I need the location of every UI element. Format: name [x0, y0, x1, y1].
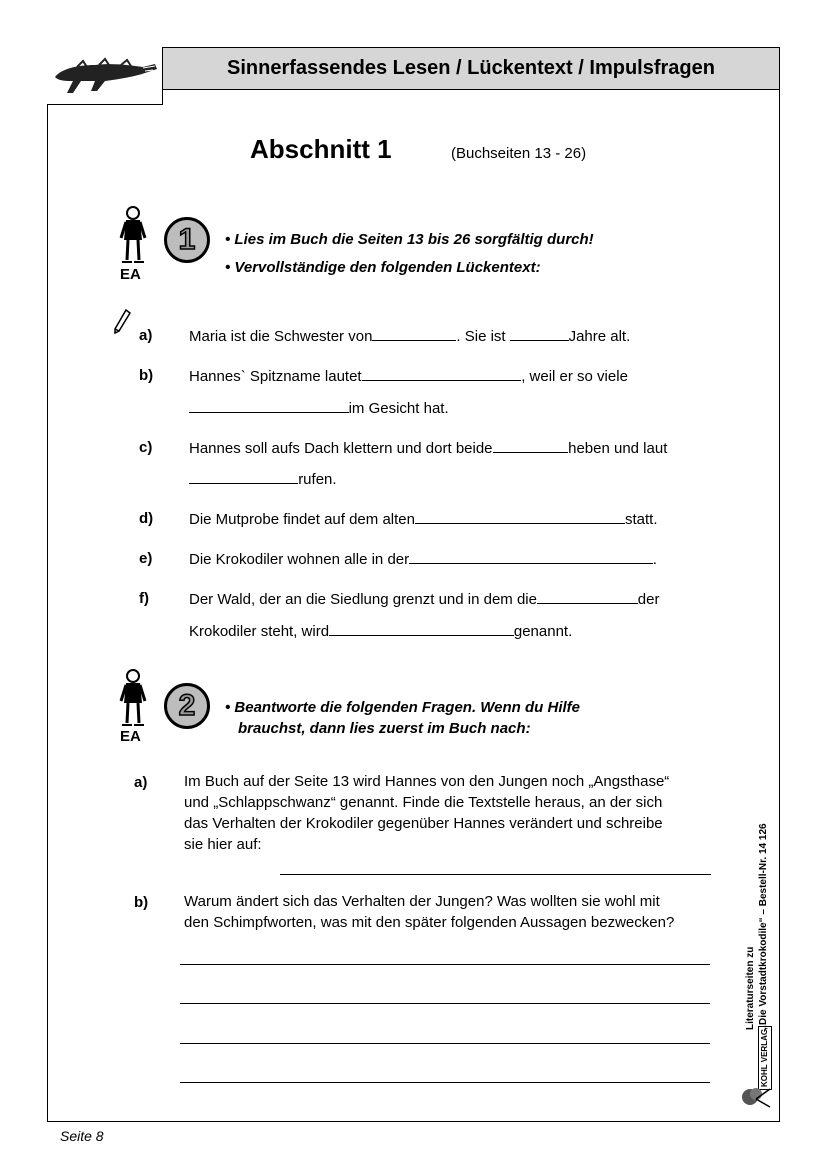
question-a-letter: a)	[134, 774, 148, 791]
cloze-text-segment: genannt.	[513, 623, 573, 640]
header-bar	[163, 48, 779, 90]
task2-instruction-1: • Beantworte die folgenden Fragen. Wenn du Hilfe	[225, 699, 580, 716]
cloze-text-segment: Die Krokodiler wohnen alle in der	[189, 551, 410, 568]
cloze-text-segment: heben und laut	[568, 440, 668, 457]
section-title: Abschnitt 1	[250, 134, 392, 164]
cloze-text-segment: Der Wald, der an die Siedlung grenzt und in dem die	[189, 591, 537, 608]
cloze-item-text	[189, 510, 657, 528]
cloze-text-segment: Die Mutprobe findet auf dem alten	[189, 511, 415, 528]
cloze-text-segment: statt.	[624, 511, 658, 528]
cloze-text-segment: Hannes` Spitzname lautet	[189, 368, 362, 385]
cloze-item-letter: c)	[139, 439, 153, 456]
student-figure-icon	[116, 204, 150, 266]
cloze-item-letter: a)	[139, 327, 153, 344]
cloze-blank[interactable]	[493, 439, 569, 453]
page-number: Seite 8	[60, 1128, 104, 1144]
pencil-icon	[112, 308, 132, 336]
header-title: Sinnerfassendes Lesen / Lückentext / Impulsfragen	[227, 57, 715, 79]
cloze-item-text	[189, 399, 449, 417]
cloze-blank[interactable]	[415, 510, 625, 524]
cloze-item-letter: e)	[139, 550, 153, 567]
cloze-blank[interactable]	[362, 367, 522, 381]
task1-instruction-1: • Lies im Buch die Seiten 13 bis 26 sorgfältig durch!	[225, 231, 594, 248]
page-frame	[47, 47, 780, 1122]
crocodile-logo	[47, 47, 163, 105]
cloze-item-letter: d)	[139, 510, 154, 527]
section-pages: (Buchseiten 13 - 26)	[451, 145, 587, 162]
task2-number: 2	[164, 683, 210, 729]
cloze-item-text	[189, 367, 628, 385]
cloze-text-segment: Maria ist die Schwester von	[189, 328, 373, 345]
task2-badge: EA	[120, 728, 141, 745]
cloze-text-segment: im Gesicht hat.	[348, 400, 449, 417]
cloze-text-segment: , weil er so viele	[521, 368, 628, 385]
answer-line[interactable]	[180, 1082, 710, 1083]
cloze-text-segment: Hannes soll aufs Dach klettern und dort beide	[189, 440, 493, 457]
cloze-blank[interactable]	[329, 622, 514, 636]
cloze-text-segment: der	[637, 591, 660, 608]
question-b-text: Warum ändert sich das Verhalten der Jungen? Was wollten sie wohl mit den Schimpfworten, was mit den später folgenden Aussagen bezwecken?	[184, 893, 675, 931]
sidebar-line-2: „Die Vorstadtkrokodile“ – Bestell-Nr. 14 126	[758, 823, 769, 1030]
cloze-item-letter: b)	[139, 367, 154, 384]
answer-line[interactable]	[180, 964, 710, 965]
cloze-item-text	[189, 327, 630, 345]
cloze-text-segment: .	[652, 551, 657, 568]
answer-line[interactable]	[280, 874, 711, 875]
publisher-logo: KOHL VERLAG	[758, 1026, 772, 1090]
cloze-blank[interactable]	[189, 399, 349, 413]
answer-line[interactable]	[180, 1043, 710, 1044]
cloze-blank[interactable]	[372, 327, 456, 341]
crocodile-icon	[47, 47, 161, 103]
cloze-blank[interactable]	[409, 550, 653, 564]
cloze-text-segment: rufen.	[298, 471, 337, 488]
cloze-blank[interactable]	[189, 470, 298, 484]
cloze-text-segment: Krokodiler steht, wird	[189, 623, 330, 640]
task1-badge: EA	[120, 266, 141, 283]
cloze-item-text	[189, 550, 657, 568]
cloze-text-segment: Jahre alt.	[568, 328, 631, 345]
answer-line[interactable]	[180, 1003, 710, 1004]
cloze-item-text	[189, 470, 337, 488]
cloze-blank[interactable]	[537, 590, 638, 604]
cloze-item-text	[189, 439, 667, 457]
tree-logo-icon	[740, 1085, 774, 1109]
task1-number: 1	[164, 217, 210, 263]
question-a-text: Im Buch auf der Seite 13 wird Hannes von den Jungen noch „Angsthase“ und „Schlappschwanz“ genannt. Finde die Textstelle heraus, an der sich das Verhalten der Krokodiler gegenüber Hannes verändert und schreibe sie hier auf:	[184, 773, 670, 853]
cloze-item-text	[189, 622, 572, 640]
cloze-blank[interactable]	[510, 327, 569, 341]
task1-instruction-2: • Vervollständige den folgenden Lückentext:	[225, 259, 541, 276]
cloze-item-letter: f)	[139, 590, 149, 607]
sidebar-line-1: Literaturseiten zu	[745, 946, 756, 1030]
question-b-letter: b)	[134, 894, 149, 911]
task2-instruction-2: brauchst, dann lies zuerst im Buch nach:	[238, 720, 531, 737]
student-figure-icon	[116, 667, 150, 729]
cloze-text-segment: . Sie ist	[456, 328, 510, 345]
cloze-item-text	[189, 590, 659, 608]
